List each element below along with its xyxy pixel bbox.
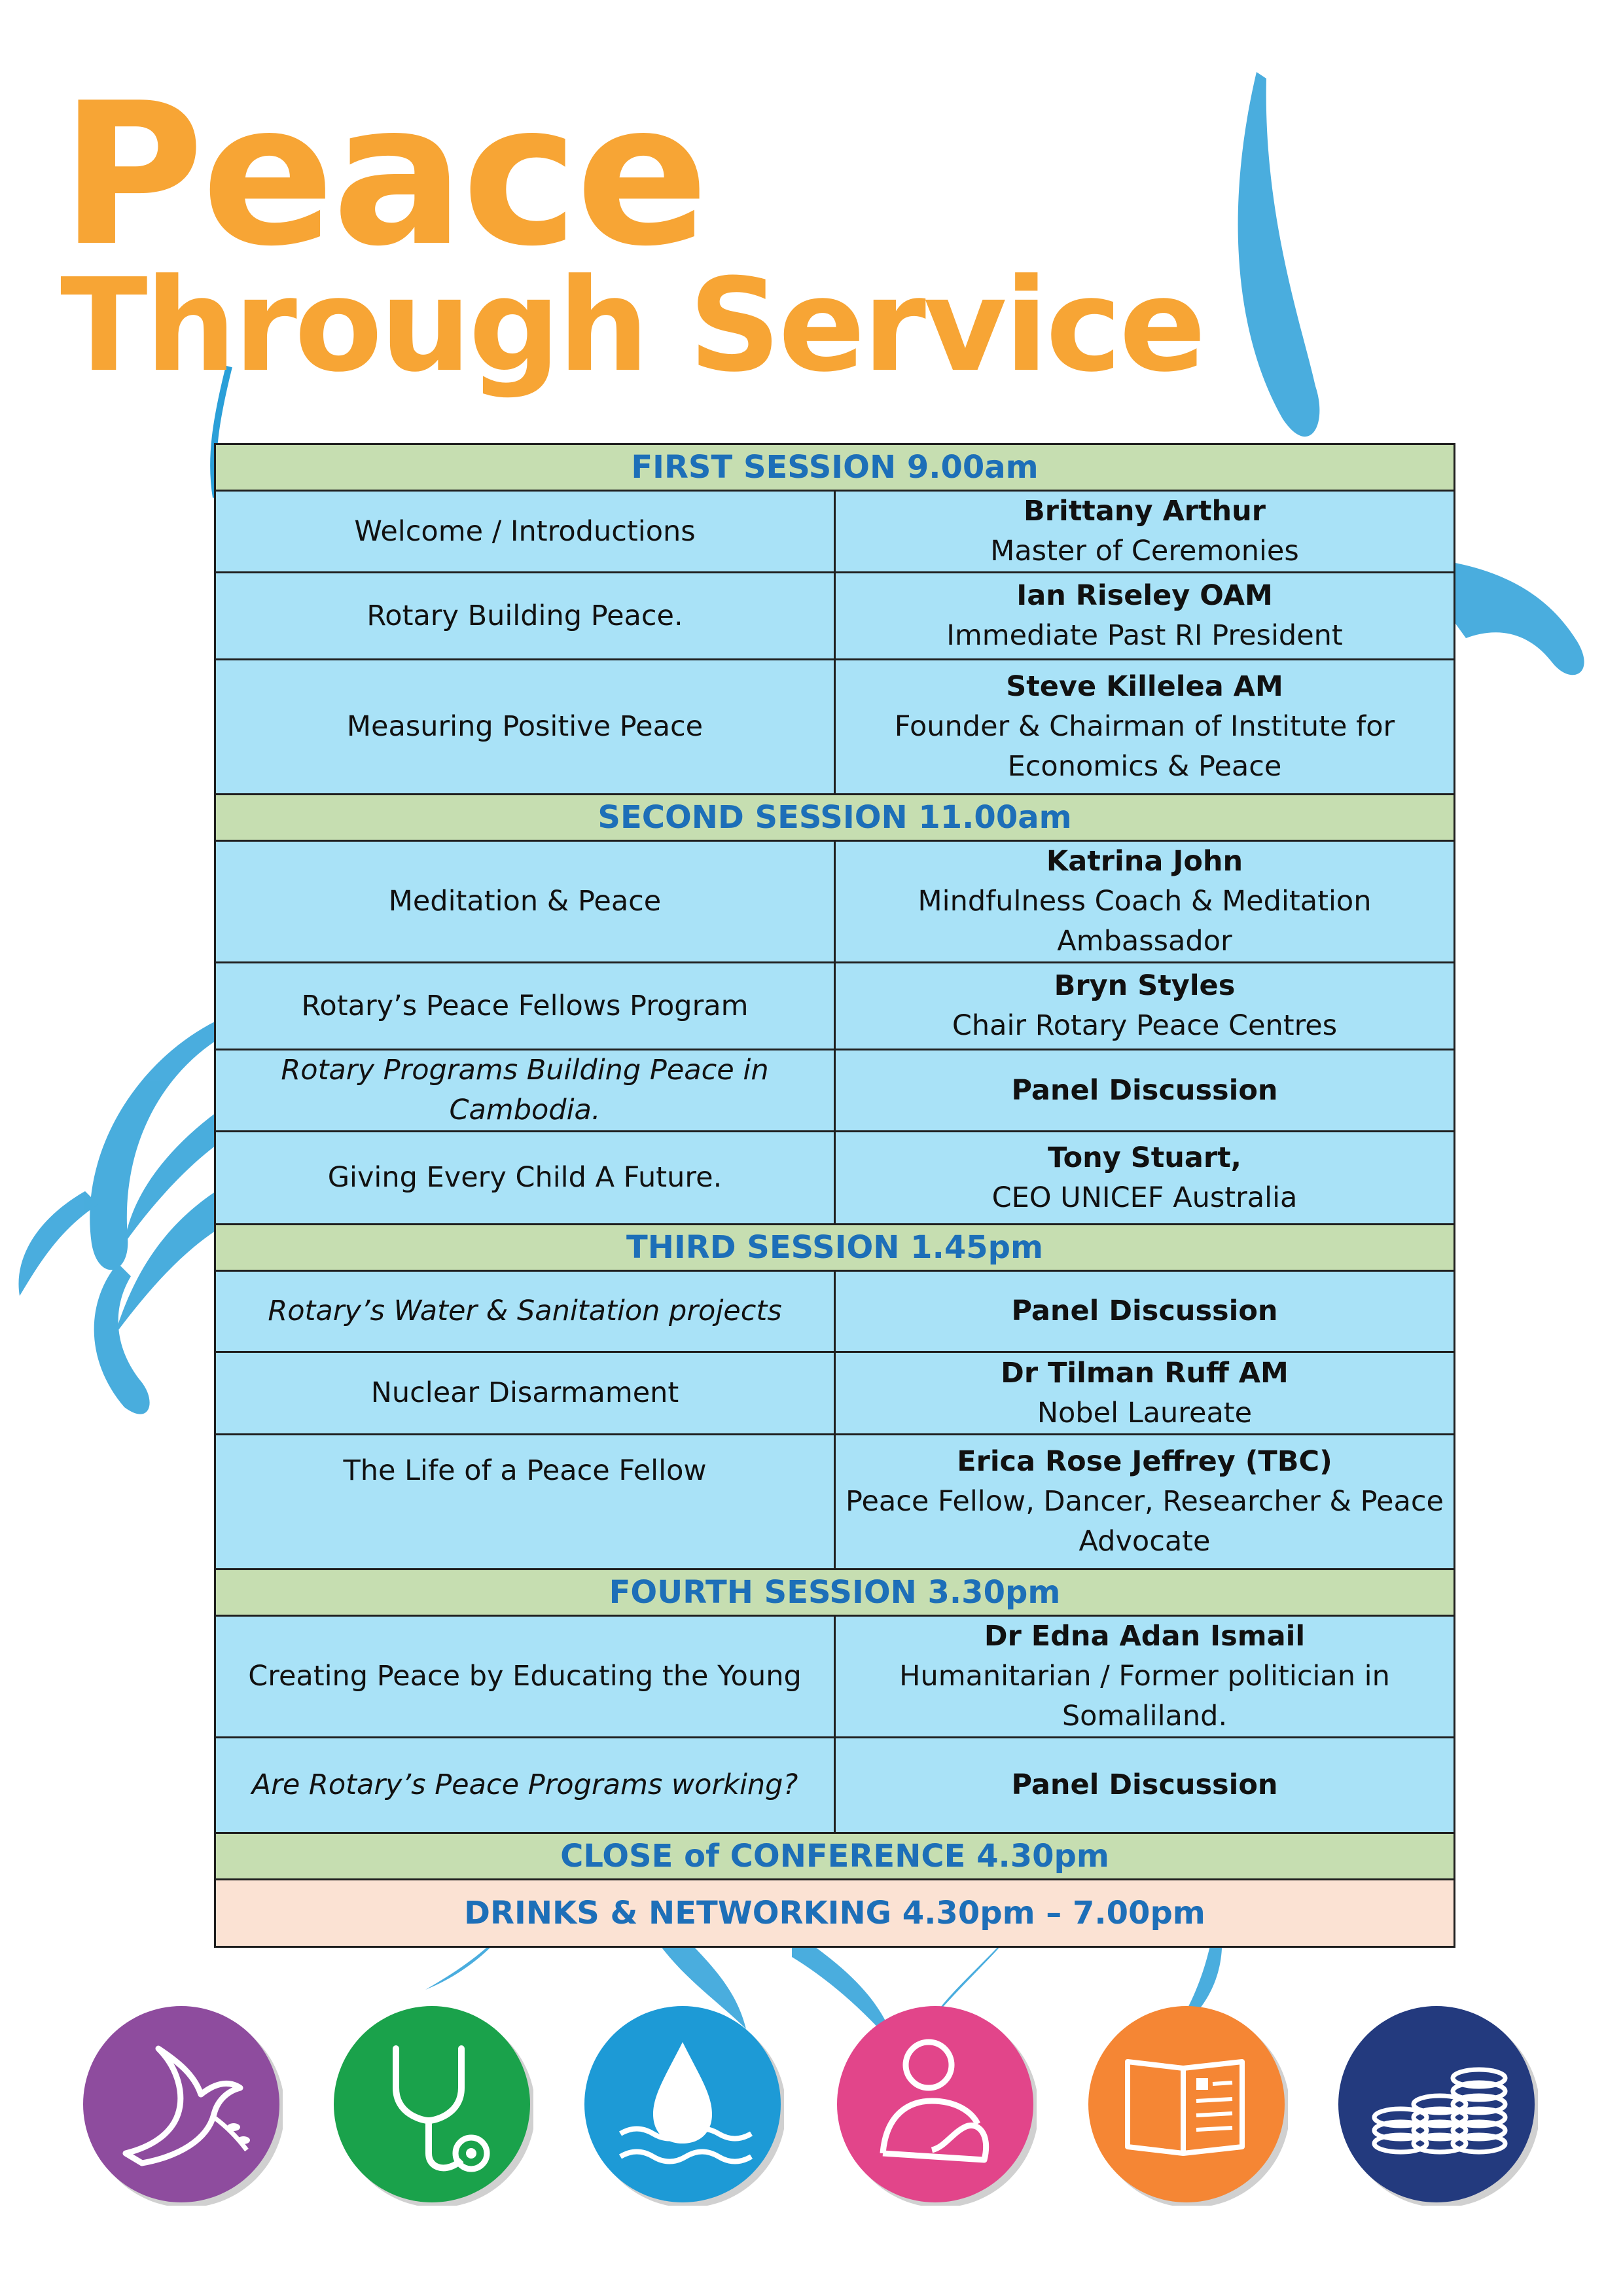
agenda-row bbox=[215, 1132, 1455, 1225]
speaker-cell bbox=[835, 573, 1455, 660]
topic-cell: The Life of a Peace Fellow bbox=[215, 1435, 835, 1570]
agenda-row bbox=[215, 1352, 1455, 1435]
book-icon bbox=[1085, 2003, 1288, 2206]
poster-title: Peace bbox=[60, 61, 707, 289]
session-header: THIRD SESSION 1.45pm bbox=[215, 1225, 1455, 1271]
speaker-name: Tony Stuart, bbox=[1047, 1141, 1242, 1174]
speaker-role: Humanitarian / Former politician in Somaliland. bbox=[899, 1660, 1390, 1732]
agenda-row bbox=[215, 1738, 1455, 1833]
speaker-name: Ian Riseley OAM bbox=[1016, 579, 1273, 612]
speaker-name: Brittany Arthur bbox=[1024, 495, 1266, 528]
session-header: FIRST SESSION 9.00am bbox=[215, 444, 1455, 491]
agenda-row bbox=[215, 1271, 1455, 1352]
speaker-role: Nobel Laureate bbox=[1037, 1396, 1253, 1429]
agenda-row bbox=[215, 963, 1455, 1050]
speaker-role: Immediate Past RI President bbox=[946, 619, 1343, 652]
speaker-cell bbox=[835, 660, 1455, 795]
topic-cell: Measuring Positive Peace bbox=[215, 660, 835, 795]
speaker-cell bbox=[835, 1435, 1455, 1570]
poster-subtitle: Through Service bbox=[60, 251, 1204, 401]
session-header-row bbox=[215, 1225, 1455, 1271]
session-header: FOURTH SESSION 3.30pm bbox=[215, 1570, 1455, 1616]
speaker-role: Founder & Chairman of Institute for Economics & Peace bbox=[894, 710, 1395, 783]
speaker-role: CEO UNICEF Australia bbox=[991, 1181, 1298, 1214]
coins-icon bbox=[1335, 2003, 1538, 2206]
drinks-row bbox=[215, 1880, 1455, 1947]
session-header-row bbox=[215, 444, 1455, 491]
speaker-role: Chair Rotary Peace Centres bbox=[952, 1009, 1338, 1042]
topic-cell: Are Rotary’s Peace Programs working? bbox=[215, 1738, 835, 1833]
topic-cell: Nuclear Disarmament bbox=[215, 1352, 835, 1435]
agenda-row bbox=[215, 1435, 1455, 1570]
session-header-row bbox=[215, 1570, 1455, 1616]
speaker-name: Panel Discussion bbox=[1011, 1768, 1278, 1801]
agenda-row bbox=[215, 573, 1455, 660]
stethoscope-icon bbox=[330, 2003, 533, 2206]
topic-cell: Rotary’s Peace Fellows Program bbox=[215, 963, 835, 1050]
agenda-row bbox=[215, 1616, 1455, 1738]
speaker-cell bbox=[835, 1738, 1455, 1833]
speaker-cell bbox=[835, 963, 1455, 1050]
topic-cell: Creating Peace by Educating the Young bbox=[215, 1616, 835, 1738]
topic-cell: Rotary Building Peace. bbox=[215, 573, 835, 660]
speaker-cell bbox=[835, 1271, 1455, 1352]
speaker-name: Panel Discussion bbox=[1011, 1295, 1278, 1327]
speaker-name: Erica Rose Jeffrey (TBC) bbox=[957, 1445, 1332, 1478]
speaker-role: Mindfulness Coach & Meditation Ambassador bbox=[918, 885, 1372, 958]
agenda-row bbox=[215, 841, 1455, 963]
topic-cell: Giving Every Child A Future. bbox=[215, 1132, 835, 1225]
speaker-name: Dr Edna Adan Ismail bbox=[984, 1620, 1306, 1653]
areas-of-focus-icons bbox=[0, 2003, 1623, 2265]
topic-cell: Meditation & Peace bbox=[215, 841, 835, 963]
speaker-cell bbox=[835, 491, 1455, 573]
drinks-networking: DRINKS & NETWORKING 4.30pm – 7.00pm bbox=[215, 1880, 1455, 1947]
mother-child-icon bbox=[834, 2003, 1037, 2206]
session-header: SECOND SESSION 11.00am bbox=[215, 795, 1455, 841]
speaker-cell bbox=[835, 1132, 1455, 1225]
speaker-role: Master of Ceremonies bbox=[990, 535, 1299, 567]
close-row bbox=[215, 1833, 1455, 1880]
speaker-name: Bryn Styles bbox=[1054, 969, 1236, 1002]
speaker-cell bbox=[835, 841, 1455, 963]
speaker-name: Steve Killelea AM bbox=[1006, 670, 1283, 703]
topic-cell: Rotary’s Water & Sanitation projects bbox=[215, 1271, 835, 1352]
agenda-row bbox=[215, 1050, 1455, 1132]
dove-icon bbox=[80, 2003, 283, 2206]
agenda-row bbox=[215, 660, 1455, 795]
topic-cell: Welcome / Introductions bbox=[215, 491, 835, 573]
session-header-row bbox=[215, 795, 1455, 841]
speaker-name: Dr Tilman Ruff AM bbox=[1001, 1356, 1289, 1390]
speaker-cell bbox=[835, 1050, 1455, 1132]
speaker-name: Panel Discussion bbox=[1011, 1073, 1278, 1107]
agenda-table bbox=[214, 443, 1455, 1948]
speaker-cell bbox=[835, 1616, 1455, 1738]
speaker-cell bbox=[835, 1352, 1455, 1435]
agenda-row bbox=[215, 491, 1455, 573]
speaker-role: Peace Fellow, Dancer, Researcher & Peace Advocate bbox=[846, 1485, 1444, 1558]
close-of-conference: CLOSE of CONFERENCE 4.30pm bbox=[215, 1833, 1455, 1880]
speaker-name: Katrina John bbox=[1046, 845, 1243, 878]
topic-cell: Rotary Programs Building Peace in Cambodia. bbox=[215, 1050, 835, 1132]
water-drop-icon bbox=[581, 2003, 784, 2206]
